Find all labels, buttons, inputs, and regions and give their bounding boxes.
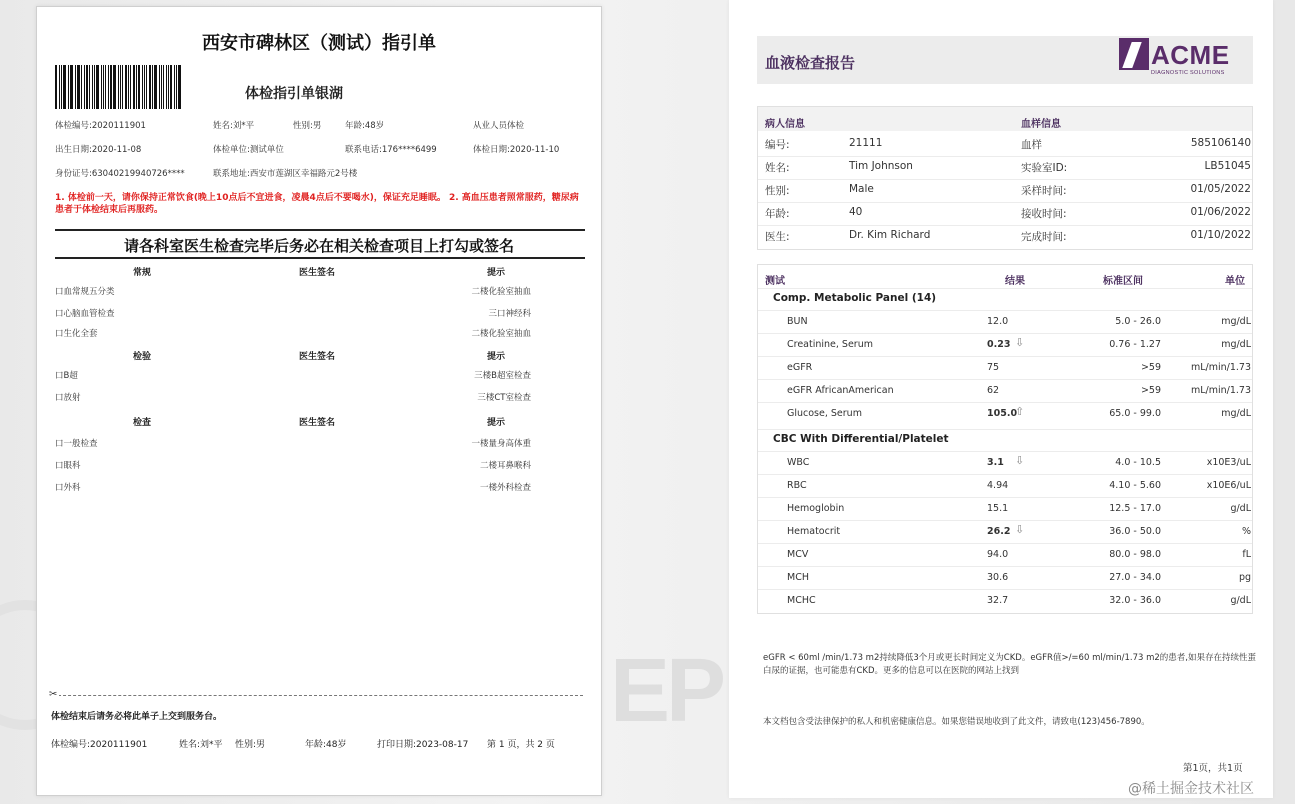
sample-field-value: LB51045: [1204, 160, 1251, 172]
acme-logo: [1119, 38, 1251, 80]
reference-range: >59: [1140, 362, 1161, 373]
patient-field-value: 21111: [849, 137, 883, 149]
test-result: 4.94: [987, 480, 1009, 491]
blood-test-report-document: [729, 0, 1273, 798]
info-row-divider: [758, 225, 1252, 226]
guide-sheet-document: [36, 6, 602, 796]
checkbox-item[interactable]: 口一般检查: [55, 439, 98, 449]
test-name: Glucose, Serum: [787, 408, 862, 419]
reference-range: 32.0 - 36.0: [1109, 595, 1161, 606]
birth-date: 出生日期:2020-11-08: [55, 145, 142, 155]
barcode-bar: [138, 65, 140, 109]
test-result: 15.1: [987, 503, 1009, 514]
barcode-bar: [59, 65, 60, 109]
test-unit: mL/min/1.73: [1190, 385, 1251, 396]
tip-head: 提示: [487, 268, 506, 278]
barcode-bar: [105, 65, 106, 109]
barcode-bar: [68, 65, 69, 109]
patient-field-label: 医生:: [765, 231, 790, 243]
test-name: Creatinine, Serum: [787, 339, 873, 350]
pre-exam-warning: 1. 体检前一天，请你保持正常饮食(晚上10点后不宜进食，凌晨4点后不要喝水)，保证充足睡眠。 2. 高血压患者照常服药，糖尿病患者于体检结束后再服药。: [55, 193, 579, 215]
column-header-result: 结果: [1005, 276, 1025, 287]
info-header-band: [758, 107, 1252, 131]
test-result: 12.0: [987, 316, 1009, 327]
test-name: BUN: [787, 316, 808, 327]
tip-head: 提示: [487, 352, 506, 362]
barcode-bar: [108, 65, 109, 109]
test-result: 94.0: [987, 549, 1009, 560]
test-name: eGFR AfricanAmerican: [787, 385, 894, 396]
table-row-divider: [758, 288, 1252, 289]
table-row-divider: [758, 451, 1252, 452]
test-name: Hematocrit: [787, 526, 841, 537]
barcode-bar: [133, 65, 136, 109]
checkbox-item[interactable]: 口B超: [55, 371, 78, 381]
barcode-bar: [161, 65, 162, 109]
test-result: 75: [987, 362, 1000, 373]
barcode-bar: [75, 65, 76, 109]
sample-info-head: 血样信息: [1021, 119, 1061, 130]
item-tip: 二楼化验室抽血: [471, 287, 531, 297]
patient-field-value: Dr. Kim Richard: [849, 229, 931, 241]
footer-name: 姓名:刘*平: [179, 740, 223, 750]
table-row-divider: [758, 589, 1252, 590]
test-name: Hemoglobin: [787, 503, 845, 514]
barcode-bar: [110, 65, 112, 109]
column-header-test: 测试: [765, 276, 785, 287]
table-row-divider: [758, 402, 1252, 403]
test-unit: g/dL: [1230, 595, 1251, 606]
barcode-bar: [94, 65, 95, 109]
barcode-bar: [89, 65, 90, 109]
doctor-signature-head: 医生签名: [299, 352, 336, 362]
table-row-divider: [758, 429, 1252, 430]
footer-page-number: 第 1 页，共 2 页: [487, 740, 555, 750]
barcode-bar: [113, 65, 116, 109]
barcode-bar: [128, 65, 129, 109]
barcode-bar: [170, 65, 172, 109]
barcode-bar: [154, 65, 157, 109]
barcode-bar: [118, 65, 119, 109]
banner-top-rule: [55, 229, 585, 231]
barcode-bar: [168, 65, 169, 109]
test-unit: x10E3/uL: [1206, 457, 1251, 468]
barcode-bar: [86, 65, 88, 109]
barcode-bar: [144, 65, 145, 109]
test-unit: fL: [1242, 549, 1251, 560]
table-row-divider: [758, 474, 1252, 475]
patient-field-value: 40: [849, 206, 863, 218]
test-result: 30.6: [987, 572, 1009, 583]
barcode-bar: [92, 65, 93, 109]
test-unit: mg/dL: [1221, 408, 1251, 419]
footer-age: 年龄:48岁: [305, 740, 347, 750]
test-result: 3.1: [987, 457, 1004, 468]
section-head-lab: 检验: [133, 352, 152, 362]
table-row-divider: [758, 566, 1252, 567]
confidentiality-note: 本文档包含受法律保护的私人和机密健康信息。如果您错误地收到了此文件，请致电(123)456-7890。: [763, 717, 1150, 727]
sample-field-value: 01/05/2022: [1190, 183, 1251, 195]
patient-field-label: 编号:: [765, 139, 790, 151]
reference-range: >59: [1140, 385, 1161, 396]
reference-range: 36.0 - 50.0: [1109, 526, 1161, 537]
sample-field-label: 完成时间:: [1021, 231, 1067, 243]
arrow-down-icon: ⇩: [1015, 336, 1025, 349]
barcode-bar: [101, 65, 103, 109]
test-name: MCV: [787, 549, 809, 560]
test-group-name: Comp. Metabolic Panel (14): [773, 292, 937, 304]
reference-range: 80.0 - 98.0: [1109, 549, 1161, 560]
patient-field-label: 姓名:: [765, 162, 790, 174]
barcode-bar: [103, 65, 104, 109]
test-unit: mL/min/1.73: [1190, 362, 1251, 373]
barcode-bar: [152, 65, 153, 109]
test-unit: %: [1241, 526, 1251, 537]
barcode-bar: [81, 65, 82, 109]
arrow-down-icon: ⇩: [1015, 454, 1025, 467]
reference-range: 27.0 - 34.0: [1109, 572, 1161, 583]
info-row-divider: [758, 202, 1252, 203]
barcode-bar: [163, 65, 165, 109]
test-name: eGFR: [787, 362, 813, 373]
patient-field-label: 年龄:: [765, 208, 790, 220]
table-row-divider: [758, 333, 1252, 334]
barcode-bar: [120, 65, 121, 109]
report-title: 血液检查报告: [765, 54, 856, 72]
section-head-routine: 常规: [133, 268, 152, 278]
doctor-signature-head: 医生签名: [299, 268, 336, 278]
table-row-divider: [758, 356, 1252, 357]
test-result: 0.23: [987, 339, 1011, 350]
exam-number: 体检编号:2020111901: [55, 121, 146, 131]
arrow-up-icon: ⇧: [1015, 405, 1025, 418]
test-unit: x10E6/uL: [1206, 480, 1251, 491]
barcode-bar: [125, 65, 127, 109]
return-sheet-note: 体检结束后请务必将此单子上交到服务台。: [51, 712, 223, 722]
reference-range: 65.0 - 99.0: [1109, 408, 1161, 419]
table-row-divider: [758, 497, 1252, 498]
test-unit: g/dL: [1230, 503, 1251, 514]
arrow-down-icon: ⇩: [1015, 523, 1025, 536]
test-unit: mg/dL: [1221, 339, 1251, 350]
sample-field-value: 01/10/2022: [1190, 229, 1251, 241]
barcode-bar: [146, 65, 147, 109]
column-header-unit: 单位: [1225, 276, 1245, 287]
checkbox-item[interactable]: 口生化全套: [55, 329, 98, 339]
test-result: 32.7: [987, 595, 1009, 606]
item-tip: 二楼耳鼻喉科: [479, 461, 531, 471]
footer-print-date: 打印日期:2023-08-17: [377, 740, 469, 750]
sample-field-label: 采样时间:: [1021, 185, 1067, 197]
barcode-bar: [77, 65, 80, 109]
exam-category: 从业人员体检: [473, 121, 525, 131]
test-name: RBC: [787, 480, 807, 491]
barcode-bar: [122, 65, 123, 109]
test-name: WBC: [787, 457, 810, 468]
checkbox-item[interactable]: 口心脑血管检查: [55, 309, 115, 319]
patient-info-head: 病人信息: [765, 119, 805, 130]
acme-logo-mark: [1119, 38, 1149, 70]
acme-logo-name: ACME: [1151, 40, 1230, 70]
exam-unit: 体检单位:测试单位: [213, 145, 284, 155]
table-row-divider: [758, 379, 1252, 380]
item-tip: 一楼量身高体重: [471, 439, 531, 449]
sample-field-value: 585106140: [1190, 137, 1251, 149]
guide-sheet-title: 西安市碑林区（测试）指引单: [202, 33, 436, 54]
barcode-bar: [61, 65, 62, 109]
reference-range: 4.0 - 10.5: [1115, 457, 1161, 468]
contact-address: 联系地址:西安市莲湖区幸福路元2号楼: [213, 169, 358, 179]
guide-sheet-subtitle: 体检指引单银湖: [245, 86, 343, 102]
column-header-range: 标准区间: [1103, 276, 1143, 287]
barcode-bar: [55, 65, 57, 109]
reference-range: 4.10 - 5.60: [1109, 480, 1161, 491]
section-head-exam: 检查: [133, 418, 152, 428]
test-result: 62: [987, 385, 1000, 396]
background-letters-decoration: EP: [610, 641, 723, 741]
doctor-signature-head: 医生签名: [299, 418, 336, 428]
table-row-divider: [758, 520, 1252, 521]
info-row-divider: [758, 179, 1252, 180]
patient-gender: 性别:男: [293, 121, 322, 131]
barcode-bar: [70, 65, 71, 109]
barcode-bar: [166, 65, 167, 109]
sample-field-label: 血样: [1021, 139, 1042, 151]
test-name: MCHC: [787, 595, 816, 606]
test-result: 26.2: [987, 526, 1011, 537]
patient-field-value: Tim Johnson: [849, 160, 913, 172]
barcode-bar: [63, 65, 66, 109]
id-number: 身份证号:63040219940726****: [55, 169, 185, 179]
barcode-bar: [149, 65, 151, 109]
reference-range: 0.76 - 1.27: [1109, 339, 1161, 350]
reference-range: 5.0 - 26.0: [1115, 316, 1161, 327]
barcode-bar: [142, 65, 143, 109]
phone-number: 联系电话:176****6499: [345, 145, 437, 155]
cut-line: [53, 695, 583, 696]
barcode-bar: [178, 65, 181, 109]
checkbox-item[interactable]: 口外科: [55, 483, 81, 493]
barcode-image: [55, 65, 183, 109]
table-row-divider: [758, 310, 1252, 311]
checkbox-item[interactable]: 口眼科: [55, 461, 81, 471]
acme-logo-subtitle: DIAGNOSTIC SOLUTIONS: [1151, 70, 1225, 76]
footer-gender: 性别:男: [235, 740, 266, 750]
test-name: MCH: [787, 572, 809, 583]
test-result: 105.0: [987, 408, 1018, 419]
banner-bottom-rule: [55, 257, 585, 259]
table-row-divider: [758, 543, 1252, 544]
sample-field-label: 实验室ID:: [1021, 162, 1068, 174]
item-tip: 一楼外科检查: [479, 483, 531, 493]
checkbox-item[interactable]: 口血常规五分类: [55, 287, 115, 297]
patient-field-value: Male: [849, 183, 874, 195]
doctor-instruction-banner: 请各科室医生检查完毕后务必在相关检查项目上打勾或签名: [123, 237, 514, 255]
barcode-bar: [71, 65, 73, 109]
tip-head: 提示: [487, 418, 506, 428]
patient-age: 年龄:48岁: [345, 121, 385, 131]
item-tip: 三楼B超室检查: [474, 371, 531, 381]
checkbox-item[interactable]: 口放射: [55, 393, 81, 403]
barcode-bar: [96, 65, 99, 109]
barcode-bar: [130, 65, 131, 109]
patient-name: 姓名:刘*平: [213, 121, 255, 131]
test-unit: pg: [1238, 572, 1251, 583]
test-unit: mg/dL: [1221, 316, 1251, 327]
scissor-icon: ✂: [49, 689, 58, 700]
test-group-name: CBC With Differential/Platelet: [773, 433, 949, 445]
barcode-bar: [176, 65, 177, 109]
sample-field-label: 接收时间:: [1021, 208, 1067, 220]
patient-field-label: 性别:: [765, 185, 790, 197]
item-tip: 三楼CT室检查: [477, 393, 531, 403]
item-tip: 三口神经科: [488, 309, 531, 319]
reference-range: 12.5 - 17.0: [1109, 503, 1161, 514]
exam-date: 体检日期:2020-11-10: [473, 145, 560, 155]
item-tip: 二楼化验室抽血: [471, 329, 531, 339]
footer-exam-number: 体检编号:2020111901: [51, 740, 148, 750]
report-page-number: 第1页，共1页: [1183, 763, 1243, 774]
barcode-bar: [84, 65, 85, 109]
sample-field-value: 01/06/2022: [1190, 206, 1251, 218]
barcode-bar: [136, 65, 137, 109]
egfr-note: eGFR < 60ml /min/1.73 m2持续降低3个月或更长时间定义为CKD。eGFR值>/=60 ml/min/1.73 m2的患者,如果存在持续性蛋白尿的证据，也可能患有CKD。更多的信息可以在医院的网站上找到: [763, 653, 1256, 676]
site-watermark: @稀土掘金技术社区: [1128, 781, 1254, 797]
barcode-bar: [174, 65, 175, 109]
barcode-bar: [159, 65, 160, 109]
info-row-divider: [758, 156, 1252, 157]
